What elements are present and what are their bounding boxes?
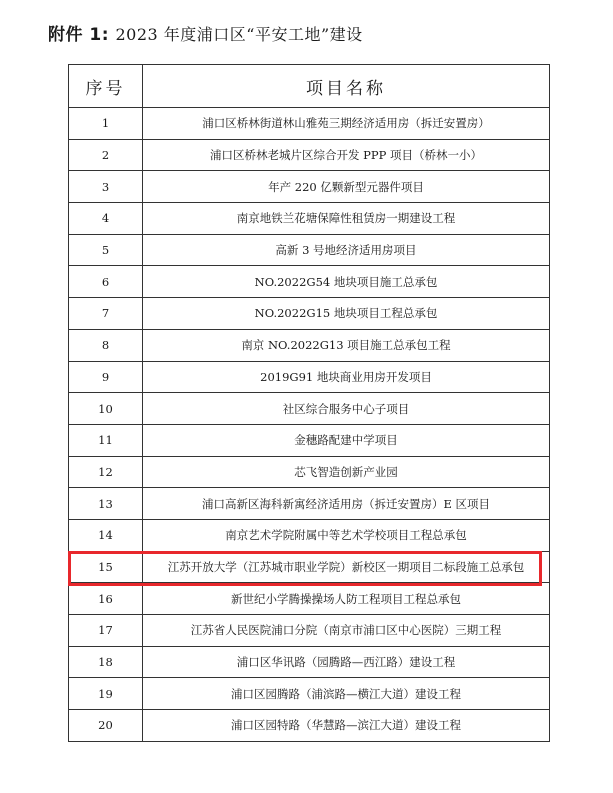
project-name: 江苏省人民医院浦口分院（南京市浦口区中心医院）三期工程 — [143, 615, 550, 647]
table-row — [69, 551, 550, 583]
table-row — [69, 393, 550, 425]
table-row — [69, 234, 550, 266]
project-name: 浦口区桥林街道林山雅苑三期经济适用房（拆迁安置房） — [143, 108, 550, 140]
row-number: 19 — [69, 678, 143, 710]
page-heading — [48, 20, 363, 45]
project-name: 2019G91 地块商业用房开发项目 — [143, 361, 550, 393]
header-no: 序号 — [69, 65, 143, 108]
row-number: 7 — [69, 298, 143, 330]
row-number: 9 — [69, 361, 143, 393]
row-number: 8 — [69, 329, 143, 361]
row-number: 11 — [69, 424, 143, 456]
table-row — [69, 298, 550, 330]
table-row — [69, 646, 550, 678]
row-number: 12 — [69, 456, 143, 488]
row-number: 5 — [69, 234, 143, 266]
table-row — [69, 361, 550, 393]
row-number: 2 — [69, 139, 143, 171]
project-name: 浦口高新区海科新寓经济适用房（拆迁安置房）E 区项目 — [143, 488, 550, 520]
table-row — [69, 456, 550, 488]
project-name: 江苏开放大学（江苏城市职业学院）新校区一期项目二标段施工总承包 — [143, 551, 550, 583]
project-name: 浦口区华讯路（园腾路—西江路）建设工程 — [143, 646, 550, 678]
table-row — [69, 171, 550, 203]
project-name: 南京地铁兰花塘保障性租赁房一期建设工程 — [143, 203, 550, 235]
row-number: 6 — [69, 266, 143, 298]
project-name: 金穗路配建中学项目 — [143, 424, 550, 456]
table-row — [69, 678, 550, 710]
row-number: 4 — [69, 203, 143, 235]
annex-label: 附件 1: — [48, 25, 110, 45]
table-row — [69, 424, 550, 456]
table-row — [69, 615, 550, 647]
project-name: 社区综合服务中心子项目 — [143, 393, 550, 425]
table-row — [69, 329, 550, 361]
table-row — [69, 203, 550, 235]
header-name: 项目名称 — [143, 65, 550, 108]
row-number: 15 — [69, 551, 143, 583]
table-row — [69, 583, 550, 615]
table-row — [69, 266, 550, 298]
row-number: 14 — [69, 519, 143, 551]
row-number: 20 — [69, 710, 143, 742]
row-number: 3 — [69, 171, 143, 203]
row-number: 17 — [69, 615, 143, 647]
table-row — [69, 710, 550, 742]
project-name: 南京 NO.2022G13 项目施工总承包工程 — [143, 329, 550, 361]
row-number: 18 — [69, 646, 143, 678]
table-row — [69, 139, 550, 171]
row-number: 1 — [69, 108, 143, 140]
project-name: 年产 220 亿颗新型元器件项目 — [143, 171, 550, 203]
project-name: 浦口区园特路（华慧路—滨江大道）建设工程 — [143, 710, 550, 742]
table-body — [69, 108, 550, 742]
project-name: NO.2022G15 地块项目工程总承包 — [143, 298, 550, 330]
row-number: 13 — [69, 488, 143, 520]
project-name: 高新 3 号地经济适用房项目 — [143, 234, 550, 266]
project-name: 芯飞智造创新产业园 — [143, 456, 550, 488]
table-row — [69, 519, 550, 551]
project-name: 南京艺术学院附属中等艺术学校项目工程总承包 — [143, 519, 550, 551]
project-name: 新世纪小学腾操操场人防工程项目工程总承包 — [143, 583, 550, 615]
project-name: 浦口区桥林老城片区综合开发 PPP 项目（桥林一小） — [143, 139, 550, 171]
row-number: 16 — [69, 583, 143, 615]
row-number: 10 — [69, 393, 143, 425]
page-title: 2023 年度浦口区“平安工地”建设 — [115, 25, 363, 44]
table-header-row — [69, 65, 550, 108]
projects-table — [68, 64, 550, 742]
table-row — [69, 108, 550, 140]
project-name: NO.2022G54 地块项目施工总承包 — [143, 266, 550, 298]
project-name: 浦口区园腾路（浦滨路—横江大道）建设工程 — [143, 678, 550, 710]
table-row — [69, 488, 550, 520]
